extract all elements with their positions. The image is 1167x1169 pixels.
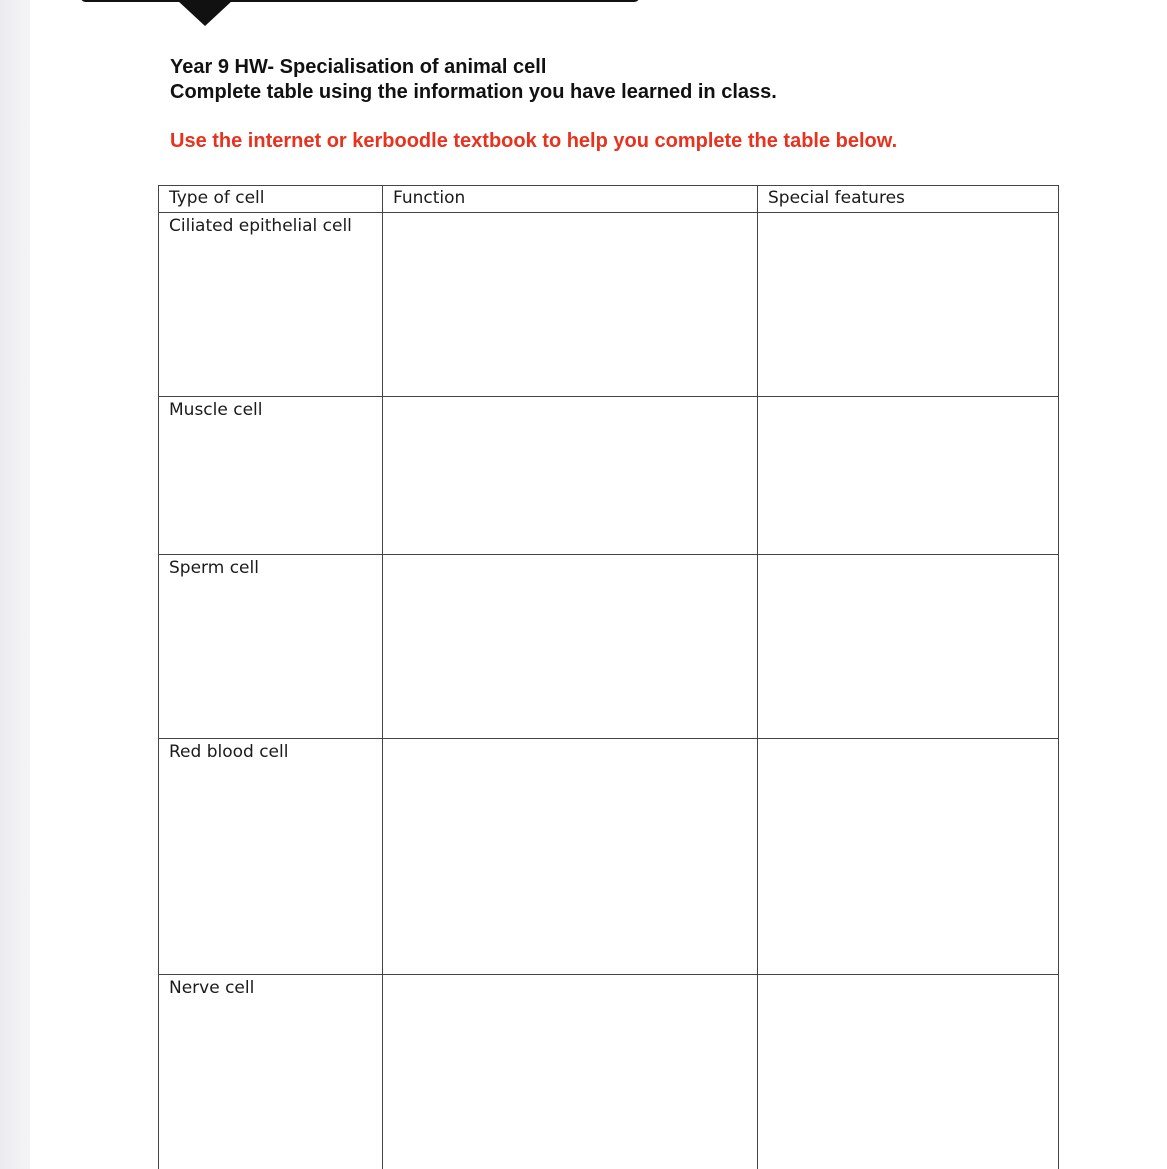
header-type-of-cell: Type of cell [159,186,383,213]
table-row [159,975,1059,1169]
page-title [170,55,777,105]
instruction-text: Use the internet or kerboodle textbook to help you complete the table below. [170,130,898,152]
toolbar-pointer-icon [177,0,233,26]
features-cell[interactable] [758,555,1059,739]
table-header-row [159,186,1059,213]
function-cell[interactable] [383,213,758,397]
viewer-gutter [0,0,30,1169]
table-row [159,555,1059,739]
specialised-cells-table [158,185,1059,1169]
row-label-nerve: Nerve cell [159,975,383,1169]
features-cell[interactable] [758,739,1059,975]
toolbar-edge [80,0,640,2]
row-label-ciliated: Ciliated epithelial cell [159,213,383,397]
title-line-1: Year 9 HW- Specialisation of animal cell [170,56,547,78]
function-cell[interactable] [383,975,758,1169]
title-line-2: Complete table using the information you have learned in class. [170,81,777,103]
features-cell[interactable] [758,213,1059,397]
function-cell[interactable] [383,397,758,555]
function-cell[interactable] [383,739,758,975]
document-page[interactable] [30,0,1167,1169]
table-row [159,739,1059,975]
table-row [159,397,1059,555]
features-cell[interactable] [758,975,1059,1169]
header-special-features: Special features [758,186,1059,213]
header-function: Function [383,186,758,213]
row-label-red-blood: Red blood cell [159,739,383,975]
table-row [159,213,1059,397]
row-label-muscle: Muscle cell [159,397,383,555]
row-label-sperm: Sperm cell [159,555,383,739]
function-cell[interactable] [383,555,758,739]
features-cell[interactable] [758,397,1059,555]
